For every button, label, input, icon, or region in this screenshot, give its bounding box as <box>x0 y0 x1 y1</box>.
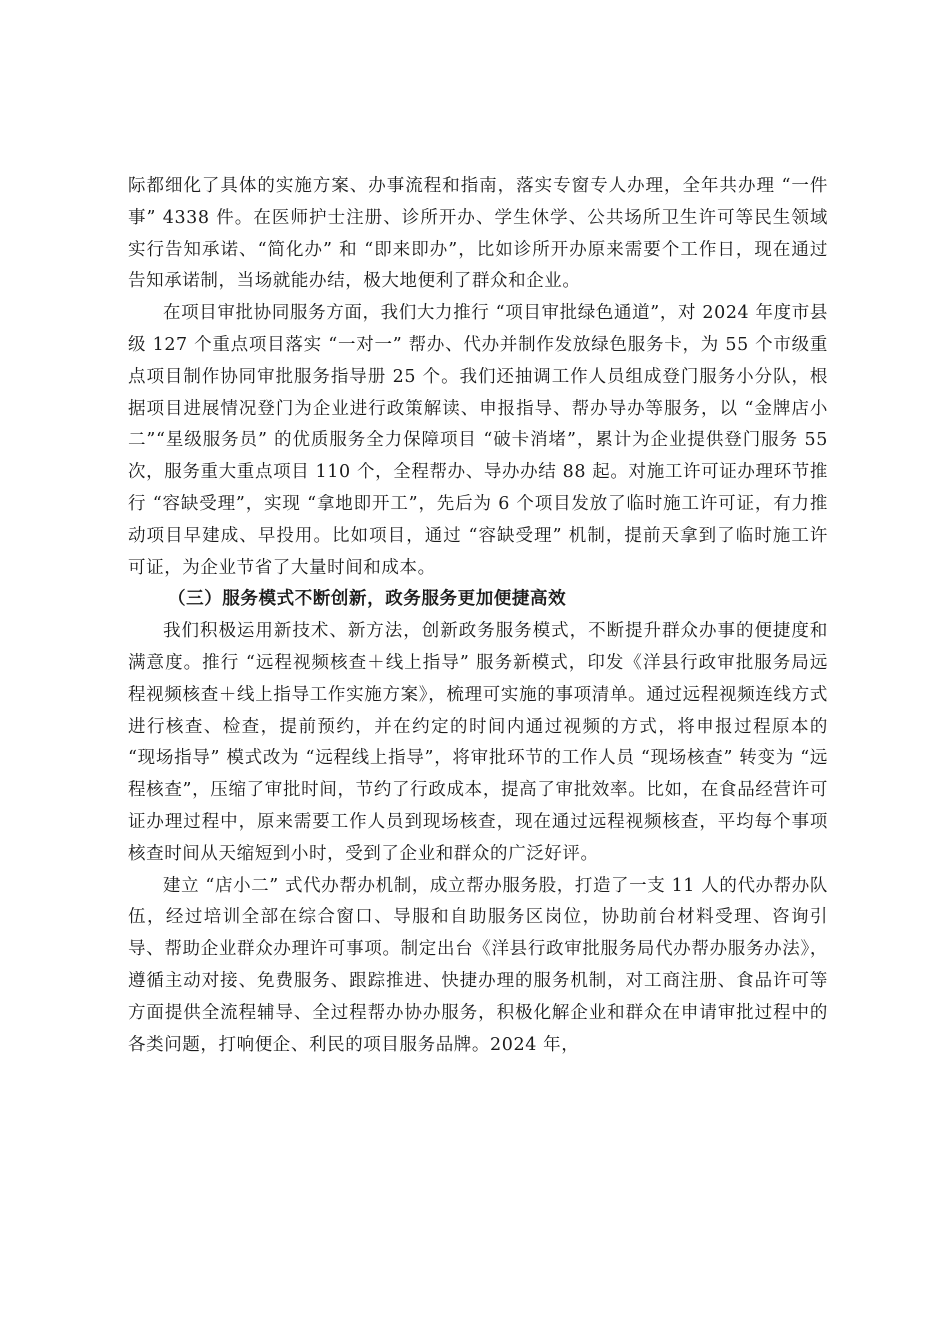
paragraph-service-mode: 我们积极运用新技术、新方法，创新政务服务模式，不断提升群众办事的便捷度和满意度。推行 “远程视频核查＋线上指导” 服务新模式，印发《洋县行政审批服务局远程视频核查＋线上指导工作实施方案》，梳理可实施的事项清单。通过远程视频连线方式进行核查、检查，提前预约，并在约定的时间内通过视频的方式，将申报过程原本的 “现场指导” 模式改为 “远程线上指导”，将审批环节的工作人员 “现场核查” 转变为 “远程核查”，压缩了审批时间，节约了行政成本，提高了审批效率。比如，在食品经营许可证办理过程中，原来需要工作人员到现场核查，现在通过远程视频核查，平均每个事项核查时间从天缩短到小时，受到了企业和群众的广泛好评。 <box>128 621 828 864</box>
paragraph-continuation: 际都细化了具体的实施方案、办事流程和指南，落实专窗专人办理，全年共办理 “一件事” 4338 件。在医师护士注册、诊所开办、学生休学、公共场所卫生许可等民生领域实行告知承诺、“简化办” 和 “即来即办”，比如诊所开办原来需要个工作日，现在通过告知承诺制，当场就能办结，极大地便利了群众和企业。 <box>128 176 828 292</box>
paragraph-agency-service: 建立 “店小二” 式代办帮办机制，成立帮办服务股，打造了一支 11 人的代办帮办队伍，经过培训全部在综合窗口、导服和自助服务区岗位，协助前台材料受理、咨询引导、帮助企业群众办理许可事项。制定出台《洋县行政审批服务局代办帮办服务办法》，遵循主动对接、免费服务、跟踪推进、快捷办理的服务机制，对工商注册、食品许可等方面提供全流程辅导、全过程帮办协办服务，积极化解企业和群众在申请审批过程中的各类问题，打响便企、利民的项目服务品牌。2024 年， <box>128 875 828 1055</box>
document-body <box>128 171 828 1061</box>
paragraph-project-approval: 在项目审批协同服务方面，我们大力推行 “项目审批绿色通道”，对 2024 年度市县级 127 个重点项目落实 “一对一” 帮办、代办并制作发放绿色服务卡，为 55 个市级重点项目制作协同审批服务指导册 25 个。我们还抽调工作人员组成登门服务小分队，根据项目进展情况登门为企业进行政策解读、申报指导、帮办导办等服务，以 “金牌店小二”“星级服务员” 的优质服务全力保障项目 “破卡消堵”，累计为企业提供登门服务 55 次，服务重大重点项目 110 个，全程帮办、导办办结 88 起。对施工许可证办理环节推行 “容缺受理”，实现 “拿地即开工”，先后为 6 个项目发放了临时施工许可证，有力推动项目早建成、早投用。比如项目，通过 “容缺受理” 机制，提前天拿到了临时施工许可证，为企业节省了大量时间和成本。 <box>128 303 828 578</box>
section-heading: （三）服务模式不断创新，政务服务更加便捷高效 <box>168 589 567 610</box>
